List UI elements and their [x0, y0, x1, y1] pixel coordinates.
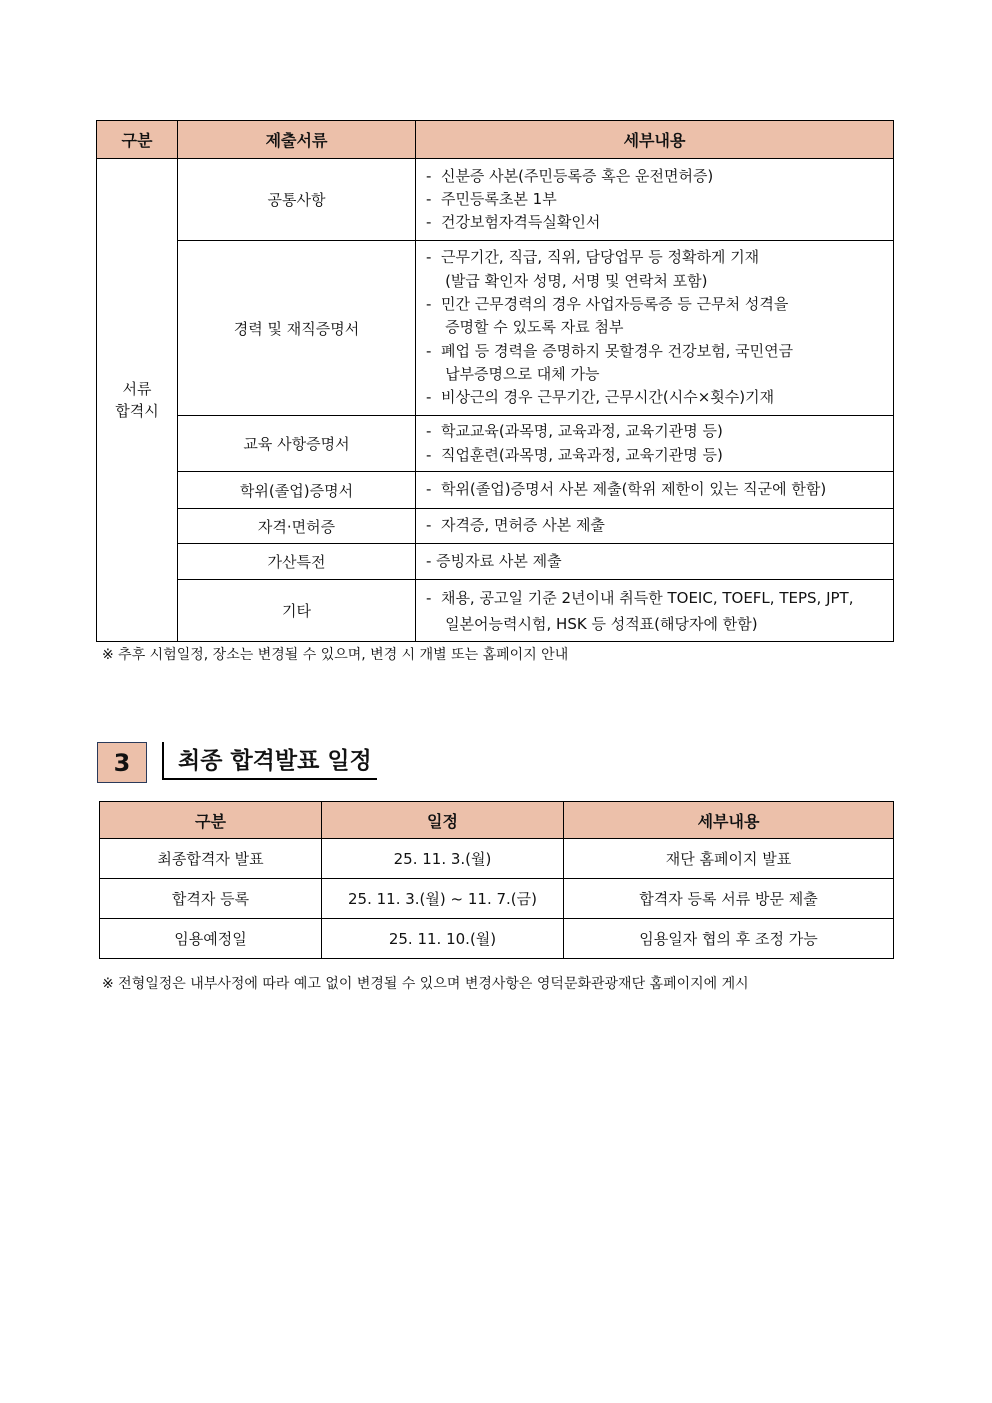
table-row — [97, 416, 894, 472]
details-cell — [416, 580, 894, 642]
table-row — [97, 241, 894, 416]
details-cell — [416, 416, 894, 472]
category-cell: 합격자 등록 — [100, 879, 322, 919]
detail-line: (발급 확인자 성명, 서명 및 연락처 포함) — [426, 271, 708, 290]
detail-line: - 근무기간, 직급, 직위, 담당업무 등 정확하게 기재 — [426, 248, 760, 267]
detail-line: - 자격증, 면허증 사본 제출 — [426, 516, 605, 535]
header-category: 구분 — [100, 802, 322, 839]
document-name: 기타 — [178, 580, 416, 642]
detail-line: - 신분증 사본(주민등록증 혹은 운전면허증) — [426, 166, 714, 185]
document-name: 교육 사항증명서 — [178, 416, 416, 472]
section-title: 최종 합격발표 일정 — [162, 742, 377, 780]
details-cell: 재단 홈페이지 발표 — [564, 839, 894, 879]
date-cell: 25. 11. 3.(월) — [322, 839, 564, 879]
header-date: 일정 — [322, 802, 564, 839]
detail-line: - 건강보험자격득실확인서 — [426, 213, 601, 232]
table-row — [97, 544, 894, 580]
detail-line: - 주민등록초본 1부 — [426, 189, 557, 208]
header-category: 구분 — [97, 121, 178, 159]
detail-line: 납부증명으로 대체 가능 — [426, 364, 600, 383]
document-name: 자격·면허증 — [178, 509, 416, 544]
detail-line: 일본어능력시험, HSK 등 성적표(해당자에 한함) — [426, 614, 758, 633]
document-name: 학위(졸업)증명서 — [178, 472, 416, 509]
details-cell: 임용일자 협의 후 조정 가능 — [564, 919, 894, 959]
table-header-row — [97, 121, 894, 159]
detail-line: - 비상근의 경우 근무기간, 근무시간(시수×횟수)기재 — [426, 388, 775, 407]
detail-line: - 폐업 등 경력을 증명하지 못할경우 건강보험, 국민연금 — [426, 341, 794, 360]
detail-line: 증명할 수 있도록 자료 첨부 — [426, 318, 624, 337]
document-name: 공통사항 — [178, 159, 416, 241]
category-cell: 서류 합격시 — [97, 159, 178, 642]
section-number: 3 — [97, 742, 147, 783]
table-row — [100, 879, 894, 919]
details-cell — [416, 241, 894, 416]
detail-line: - 학위(졸업)증명서 사본 제출(학위 제한이 있는 직군에 한함) — [426, 480, 827, 499]
table-header-row — [100, 802, 894, 839]
details-cell — [416, 472, 894, 509]
header-details: 세부내용 — [564, 802, 894, 839]
document-name: 가산특전 — [178, 544, 416, 580]
table-row — [100, 839, 894, 879]
table1-note: ※ 추후 시험일정, 장소는 변경될 수 있으며, 변경 시 개별 또는 홈페이지 안내 — [102, 647, 569, 663]
header-details: 세부내용 — [416, 121, 894, 159]
details-cell — [416, 159, 894, 241]
details-cell — [416, 509, 894, 544]
date-cell: 25. 11. 3.(월) ~ 11. 7.(금) — [322, 879, 564, 919]
table-row — [97, 472, 894, 509]
details-cell: 합격자 등록 서류 방문 제출 — [564, 879, 894, 919]
table-row — [97, 580, 894, 642]
detail-line: - 민간 근무경력의 경우 사업자등록증 등 근무처 성격을 — [426, 295, 789, 314]
documents-table — [96, 120, 894, 642]
category-cell: 임용예정일 — [100, 919, 322, 959]
schedule-table — [99, 801, 894, 959]
detail-line: - 학교교육(과목명, 교육과정, 교육기관명 등) — [426, 422, 723, 441]
header-documents: 제출서류 — [178, 121, 416, 159]
details-cell — [416, 544, 894, 580]
table-row — [97, 509, 894, 544]
category-cell: 최종합격자 발표 — [100, 839, 322, 879]
schedule-note: ※ 전형일정은 내부사정에 따라 예고 없이 변경될 수 있으며 변경사항은 영덕문화관광재단 홈페이지에 게시 — [102, 976, 749, 992]
detail-line: - 채용, 공고일 기준 2년이내 취득한 TOEIC, TOEFL, TEPS, JPT, — [426, 588, 854, 607]
table-row — [100, 919, 894, 959]
date-cell: 25. 11. 10.(월) — [322, 919, 564, 959]
document-name: 경력 및 재직증명서 — [178, 241, 416, 416]
detail-line: - 직업훈련(과목명, 교육과정, 교육기관명 등) — [426, 445, 723, 464]
detail-line: - 증빙자료 사본 제출 — [426, 551, 562, 570]
table-row — [97, 159, 894, 241]
